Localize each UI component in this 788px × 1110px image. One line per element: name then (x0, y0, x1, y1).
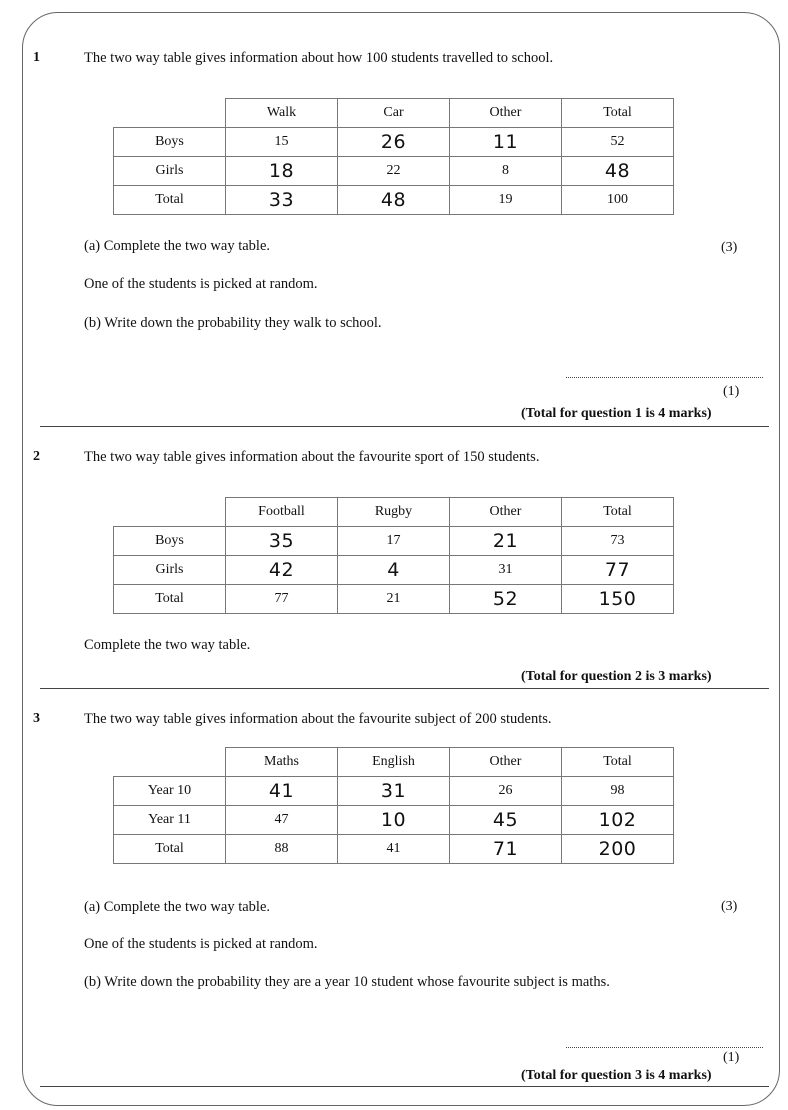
handwritten-answer-cell[interactable]: 71 (450, 835, 562, 864)
handwritten-answer-cell[interactable]: 45 (450, 806, 562, 835)
handwritten-answer-cell[interactable]: 41 (226, 777, 338, 806)
table-corner-cell (114, 99, 226, 128)
q2-table (113, 497, 674, 614)
given-value-cell: 26 (450, 777, 562, 806)
table-corner-cell (114, 498, 226, 527)
handwritten-answer-cell[interactable]: 10 (338, 806, 450, 835)
q3-divider (40, 1086, 769, 1087)
column-header: Other (450, 498, 562, 527)
column-header: Other (450, 748, 562, 777)
q3-part-a: (a) Complete the two way table. (84, 899, 271, 915)
q3-number: 3 (33, 711, 40, 726)
given-value-cell: 77 (226, 585, 338, 614)
q1-part-a: (a) Complete the two way table. (84, 238, 271, 254)
given-value-cell: 47 (226, 806, 338, 835)
given-value-cell: 31 (450, 556, 562, 585)
table-header-row (114, 748, 674, 777)
q2-total-marks: (Total for question 2 is 3 marks) (521, 669, 712, 684)
handwritten-answer-cell[interactable]: 31 (338, 777, 450, 806)
handwritten-answer-cell[interactable]: 48 (338, 186, 450, 215)
q1-part-b-marks: (1) (723, 384, 740, 399)
table-header-row (114, 99, 674, 128)
column-header: Rugby (338, 498, 450, 527)
table-header-row (114, 498, 674, 527)
row-label: Boys (114, 527, 226, 556)
row-label: Year 11 (114, 806, 226, 835)
given-value-cell: 73 (562, 527, 674, 556)
q1-answer-line[interactable] (566, 377, 763, 378)
column-header: Total (562, 99, 674, 128)
column-header: Maths (226, 748, 338, 777)
q1-divider (40, 426, 769, 427)
q3-picked-text: One of the students is picked at random. (84, 936, 318, 952)
table-row (114, 777, 674, 806)
handwritten-answer-cell[interactable]: 102 (562, 806, 674, 835)
table-row (114, 806, 674, 835)
given-value-cell: 21 (338, 585, 450, 614)
handwritten-answer-cell[interactable]: 33 (226, 186, 338, 215)
given-value-cell: 19 (450, 186, 562, 215)
q1-part-a-marks: (3) (721, 240, 738, 255)
q3-part-b-marks: (1) (723, 1050, 740, 1065)
handwritten-answer-cell[interactable]: 52 (450, 585, 562, 614)
q3-table (113, 747, 674, 864)
handwritten-answer-cell[interactable]: 77 (562, 556, 674, 585)
handwritten-answer-cell[interactable]: 26 (338, 128, 450, 157)
q1-part-b: (b) Write down the probability they walk to school. (84, 315, 382, 331)
column-header: Walk (226, 99, 338, 128)
given-value-cell: 98 (562, 777, 674, 806)
handwritten-answer-cell[interactable]: 35 (226, 527, 338, 556)
q2-divider (40, 688, 769, 689)
given-value-cell: 8 (450, 157, 562, 186)
table-row (114, 527, 674, 556)
q3-part-b: (b) Write down the probability they are a year 10 student whose favourite subject is maths. (84, 974, 610, 990)
handwritten-answer-cell[interactable]: 11 (450, 128, 562, 157)
table-row (114, 186, 674, 215)
row-label: Total (114, 585, 226, 614)
q1-total-marks: (Total for question 1 is 4 marks) (521, 406, 712, 421)
handwritten-answer-cell[interactable]: 150 (562, 585, 674, 614)
given-value-cell: 52 (562, 128, 674, 157)
handwritten-answer-cell[interactable]: 21 (450, 527, 562, 556)
handwritten-answer-cell[interactable]: 18 (226, 157, 338, 186)
column-header: Total (562, 498, 674, 527)
q2-number: 2 (33, 449, 40, 464)
q1-intro: The two way table gives information about how 100 students travelled to school. (84, 50, 554, 66)
q3-part-a-marks: (3) (721, 899, 738, 914)
table-row (114, 157, 674, 186)
column-header: Football (226, 498, 338, 527)
handwritten-answer-cell[interactable]: 48 (562, 157, 674, 186)
column-header: English (338, 748, 450, 777)
table-row (114, 835, 674, 864)
q1-picked-text: One of the students is picked at random. (84, 276, 318, 292)
given-value-cell: 88 (226, 835, 338, 864)
q1-table (113, 98, 674, 215)
row-label: Total (114, 186, 226, 215)
table-row (114, 128, 674, 157)
handwritten-answer-cell[interactable]: 200 (562, 835, 674, 864)
table-corner-cell (114, 748, 226, 777)
given-value-cell: 22 (338, 157, 450, 186)
row-label: Total (114, 835, 226, 864)
table-row (114, 556, 674, 585)
given-value-cell: 15 (226, 128, 338, 157)
handwritten-answer-cell[interactable]: 42 (226, 556, 338, 585)
q3-answer-line[interactable] (566, 1047, 763, 1048)
row-label: Year 10 (114, 777, 226, 806)
row-label: Girls (114, 556, 226, 585)
row-label: Boys (114, 128, 226, 157)
q3-intro: The two way table gives information about the favourite subject of 200 students. (84, 711, 552, 727)
column-header: Total (562, 748, 674, 777)
q3-total-marks: (Total for question 3 is 4 marks) (521, 1068, 712, 1083)
column-header: Other (450, 99, 562, 128)
column-header: Car (338, 99, 450, 128)
row-label: Girls (114, 157, 226, 186)
given-value-cell: 41 (338, 835, 450, 864)
q1-number: 1 (33, 50, 40, 65)
table-row (114, 585, 674, 614)
q2-intro: The two way table gives information about the favourite sport of 150 students. (84, 449, 540, 465)
handwritten-answer-cell[interactable]: 4 (338, 556, 450, 585)
given-value-cell: 17 (338, 527, 450, 556)
q2-instruction: Complete the two way table. (84, 637, 251, 653)
given-value-cell: 100 (562, 186, 674, 215)
